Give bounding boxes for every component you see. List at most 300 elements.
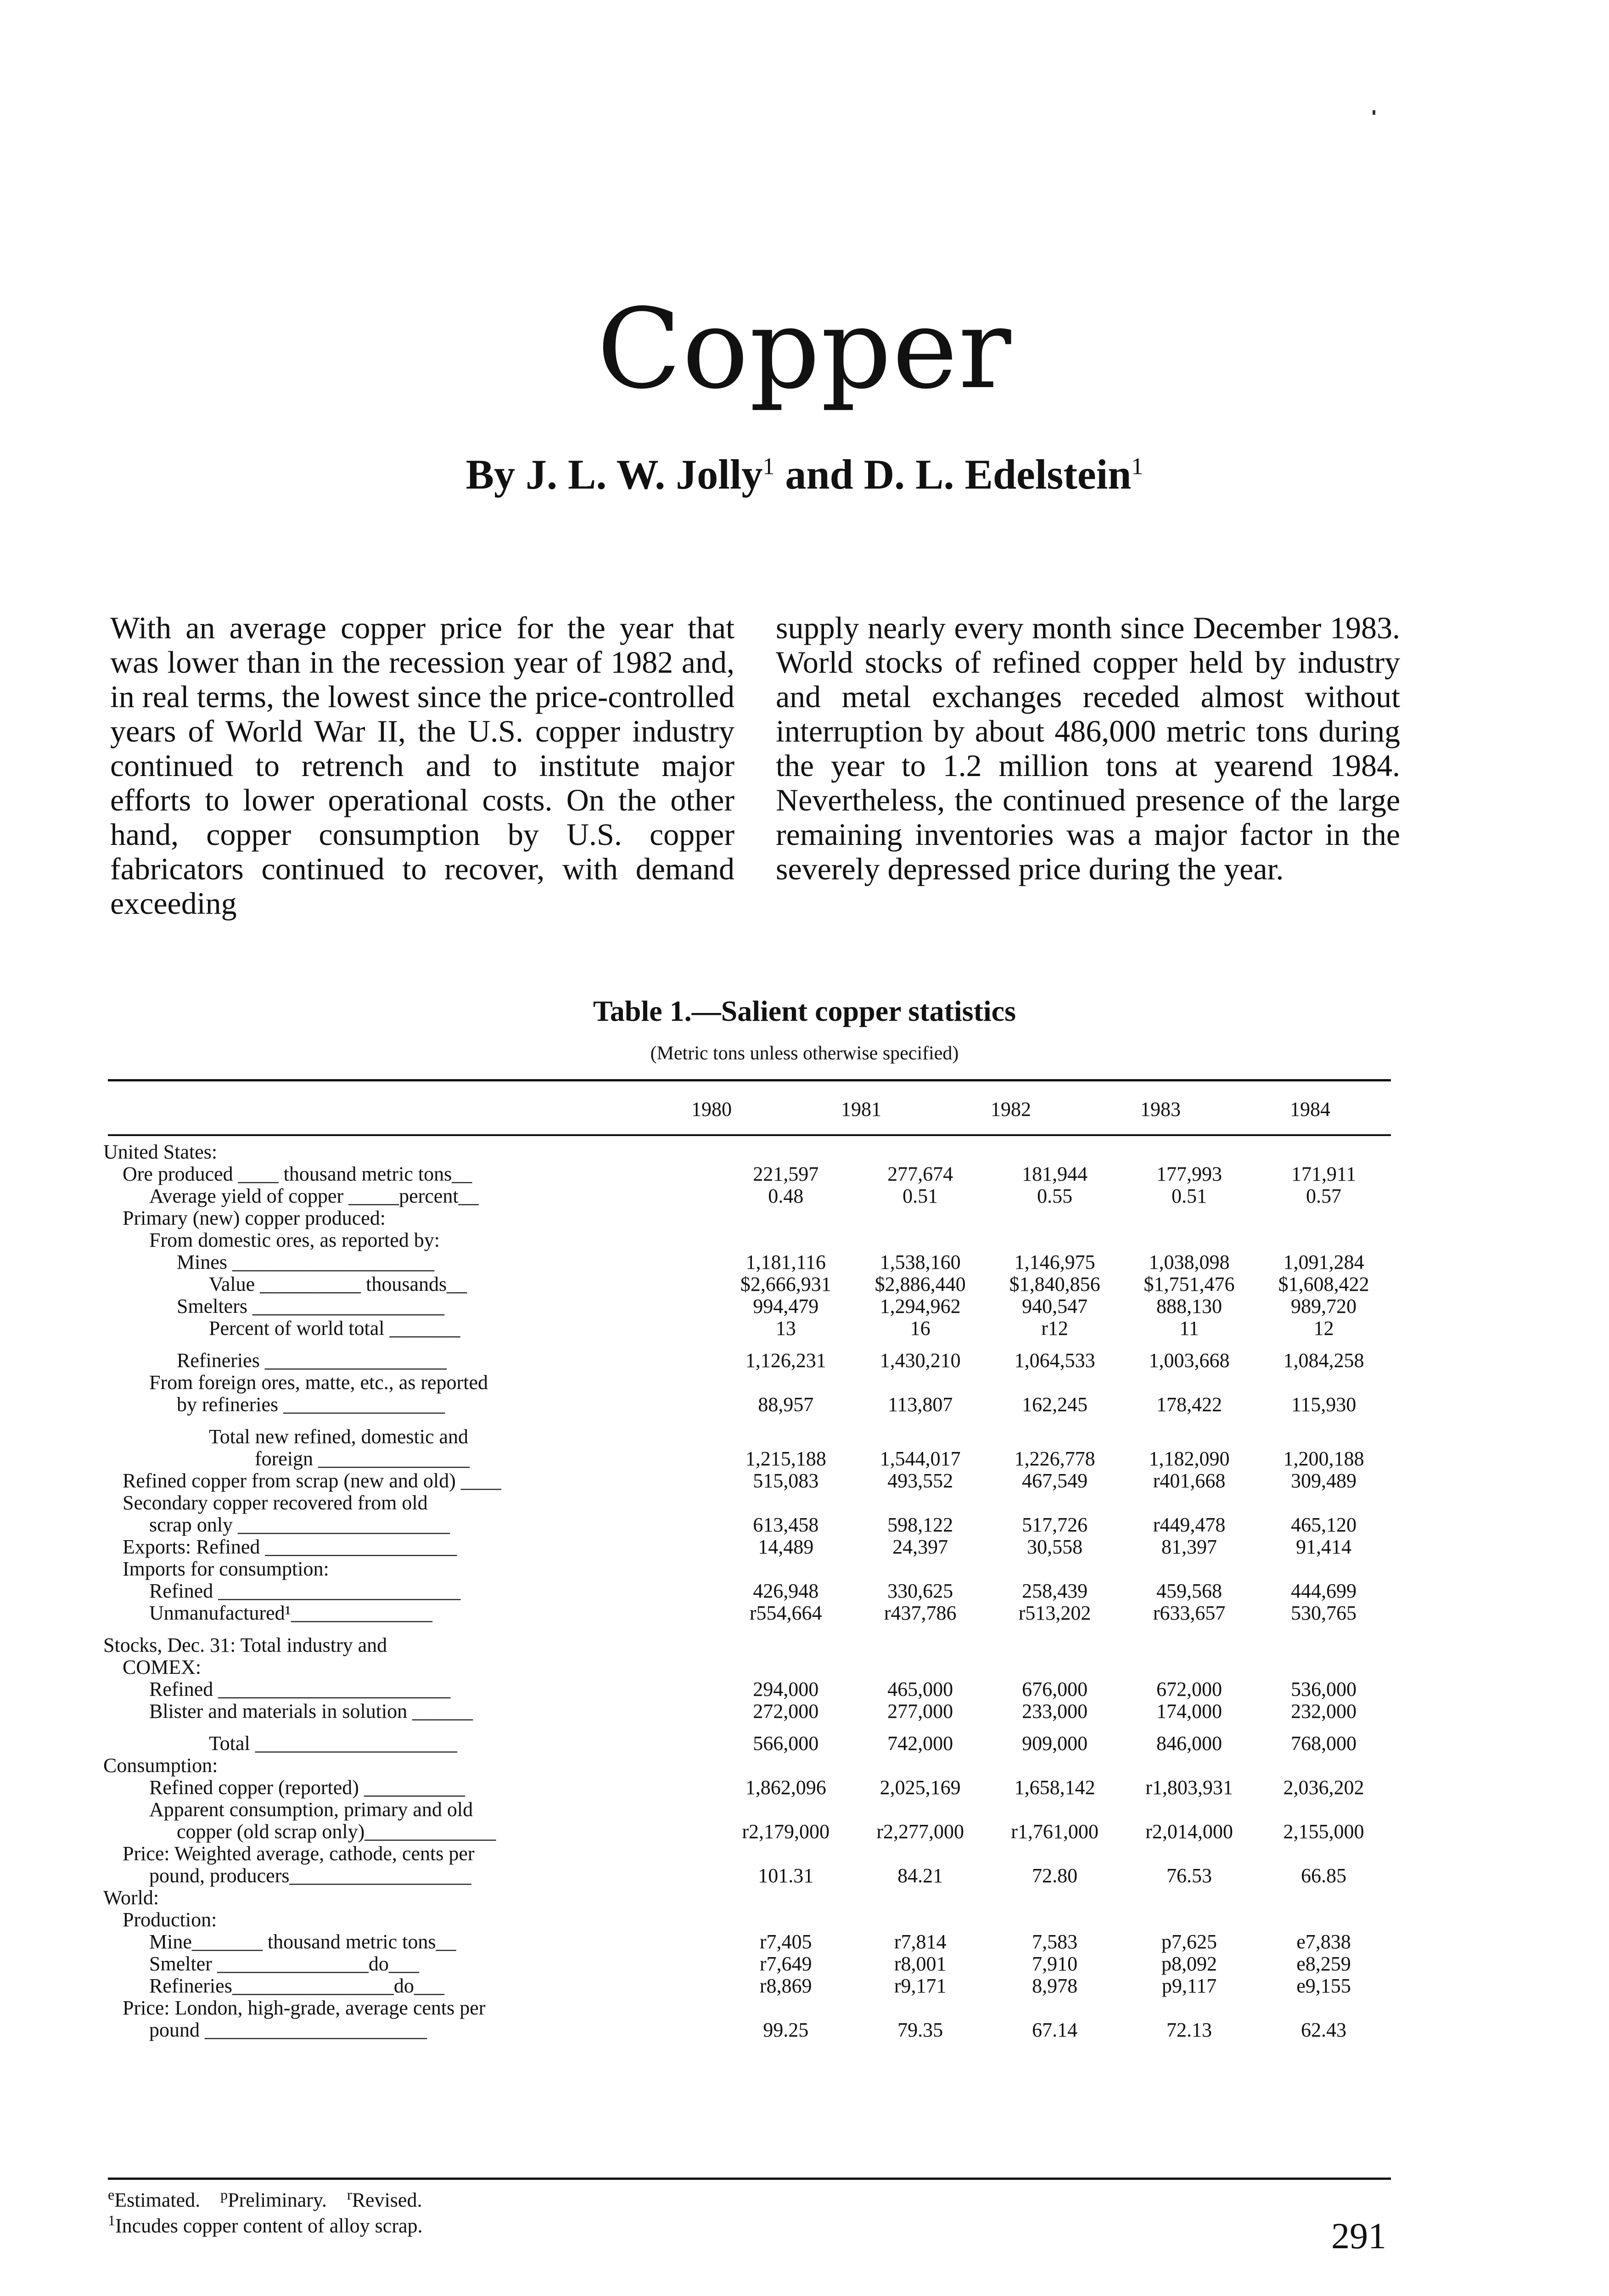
row-label: World: [103, 1886, 159, 1909]
cell-1980: 1,215,188 [745, 1447, 826, 1470]
cell-1980: 221,597 [753, 1163, 819, 1185]
row-label: Exports: Refined ___________________ [123, 1536, 457, 1558]
cell-1982 [987, 1141, 1122, 1163]
footnote-1-text: Incudes copper content of alloy scrap. [115, 2214, 423, 2237]
cell-1981: 84.21 [897, 1864, 943, 1887]
row-label: Refined ________________________ [149, 1580, 461, 1602]
row-label: Ore produced ____ thousand metric tons__ [123, 1163, 472, 1185]
row-label: pound ______________________ [149, 2019, 427, 2041]
cell-1983: 178,422 [1156, 1393, 1222, 1416]
cell-1981: 742,000 [887, 1732, 953, 1755]
footnote-mark-r: r [347, 2186, 352, 2203]
cell-1981: 598,122 [887, 1514, 953, 1536]
table-row [103, 1755, 1391, 1777]
row-label: Price: London, high-grade, average cents per [123, 1997, 486, 2019]
cell-1983: 888,130 [1156, 1295, 1222, 1317]
row-label: Mine_______ thousand metric tons__ [149, 1930, 456, 1953]
cell-1982: r12 [1041, 1317, 1068, 1339]
salient-statistics-table [103, 1141, 1391, 2041]
cell-1984: 1,084,258 [1283, 1349, 1364, 1372]
footnote-1 [108, 2208, 423, 2239]
cell-1983 [1122, 1141, 1256, 1163]
table-row [103, 1492, 1391, 1514]
cell-1982: 8,978 [1032, 1975, 1078, 1997]
cell-1982: $1,840,856 [1009, 1273, 1100, 1295]
cell-1982: 7,583 [1032, 1930, 1078, 1953]
cell-1983: p8,092 [1161, 1953, 1217, 1975]
cell-1981: r8,001 [894, 1953, 947, 1975]
cell-1981 [853, 1372, 987, 1394]
row-label: Primary (new) copper produced: [123, 1207, 386, 1229]
row-label: Value __________ thousands__ [209, 1273, 467, 1295]
cell-1983: 459,568 [1156, 1580, 1222, 1602]
cell-1981: 16 [910, 1317, 931, 1339]
cell-1984: 1,200,188 [1283, 1447, 1364, 1470]
cell-1982: 909,000 [1022, 1732, 1088, 1755]
cell-1980 [718, 1656, 853, 1678]
cell-1981: r7,814 [894, 1930, 947, 1953]
table-row [103, 1602, 1391, 1624]
row-label: Average yield of copper _____percent__ [149, 1185, 479, 1207]
cell-1984 [1256, 1624, 1391, 1656]
cell-1984: 2,155,000 [1283, 1820, 1364, 1843]
cell-1984: 2,036,202 [1283, 1776, 1364, 1799]
cell-1982: 1,226,778 [1014, 1447, 1095, 1470]
table-subcaption: (Metric tons unless otherwise specified) [650, 1043, 959, 1064]
cell-1982: 258,439 [1022, 1580, 1088, 1602]
cell-1983 [1122, 1887, 1256, 1909]
cell-1984: 12 [1313, 1317, 1334, 1339]
cell-1983 [1122, 1372, 1256, 1394]
cell-1980: 994,479 [753, 1295, 819, 1317]
cell-1980: $2,666,931 [740, 1273, 831, 1295]
row-label: Mines ____________________ [177, 1251, 434, 1273]
table-row [103, 1799, 1391, 1821]
cell-1983 [1122, 1558, 1256, 1580]
cell-1980: r7,405 [759, 1930, 812, 1953]
cell-1983 [1122, 1997, 1256, 2019]
table-caption: Table 1.—Salient copper statistics [593, 995, 1016, 1027]
cell-1983 [1122, 1229, 1256, 1251]
cell-1984 [1256, 1141, 1391, 1163]
cell-1984: $1,608,422 [1278, 1273, 1369, 1295]
row-label: pound, producers__________________ [149, 1864, 471, 1887]
cell-1981 [853, 1656, 987, 1678]
table-row [103, 1141, 1391, 1163]
cell-1983 [1122, 1755, 1256, 1777]
cell-1982 [987, 1229, 1122, 1251]
cell-1982 [987, 1416, 1122, 1448]
row-label: Stocks, Dec. 31: Total industry and [103, 1634, 387, 1656]
intro-column-left: With an average copper price for the year that was lower than in the recession year of 1982 and, in real terms, the lowest since the price-controlled years of World War II, the U.S. copper industry continued to retrench and to institute major efforts to lower operational costs. On the other hand, copper consumption by U.S. copper fabricators continued to recover, with demand exceeding [110, 610, 734, 921]
table-row [103, 1700, 1391, 1722]
cell-1980: 515,083 [753, 1469, 819, 1492]
row-label: Unmanufactured¹______________ [149, 1602, 432, 1624]
table-row [103, 1887, 1391, 1909]
table-row [103, 1821, 1391, 1843]
table-row [103, 1865, 1391, 1887]
table-body [103, 1141, 1391, 2041]
cell-1981: r9,171 [894, 1975, 947, 1997]
page-number: 291 [1331, 2216, 1386, 2257]
cell-1981 [853, 1229, 987, 1251]
row-label: COMEX: [123, 1656, 202, 1678]
cell-1980: 14,489 [758, 1536, 814, 1558]
cell-1984 [1256, 1416, 1391, 1448]
table-row [103, 1514, 1391, 1536]
author-1-footnote-mark: 1 [762, 453, 775, 480]
cell-1981 [853, 1141, 987, 1163]
cell-1980 [718, 1843, 853, 1865]
row-label: Refined copper from scrap (new and old) ____ [123, 1469, 501, 1492]
table-row [103, 1339, 1391, 1372]
cell-1984: 0.57 [1306, 1185, 1342, 1207]
cell-1982: 0.55 [1037, 1185, 1073, 1207]
cell-1981: 493,552 [887, 1469, 953, 1492]
cell-1983: $1,751,476 [1144, 1273, 1235, 1295]
year-header-1982: 1982 [991, 1098, 1031, 1120]
cell-1980 [718, 1558, 853, 1580]
row-label: scrap only _____________________ [149, 1514, 450, 1536]
cell-1983: p9,117 [1161, 1975, 1217, 1997]
cell-1982: 7,910 [1032, 1953, 1078, 1975]
cell-1980: 13 [775, 1317, 796, 1339]
footnote-mark-p: p [220, 2186, 228, 2203]
row-label: Refined _______________________ [149, 1678, 451, 1700]
cell-1982: 181,944 [1022, 1163, 1088, 1185]
cell-1980: 272,000 [753, 1700, 819, 1722]
cell-1981 [853, 1997, 987, 2019]
row-label: From foreign ores, matte, etc., as reported [149, 1371, 488, 1394]
cell-1982 [987, 1909, 1122, 1931]
cell-1981: 2,025,169 [880, 1776, 961, 1799]
cell-1984 [1256, 1755, 1391, 1777]
cell-1982 [987, 1799, 1122, 1821]
table-row [103, 1229, 1391, 1251]
row-label: Refined copper (reported) __________ [149, 1776, 465, 1799]
cell-1980 [718, 1997, 853, 2019]
byline-conjunction: and [774, 451, 864, 498]
cell-1983: 846,000 [1156, 1732, 1222, 1755]
cell-1984 [1256, 1843, 1391, 1865]
cell-1982: 467,549 [1022, 1469, 1088, 1492]
cell-1981: 465,000 [887, 1678, 953, 1700]
cell-1980: r2,179,000 [742, 1820, 830, 1843]
table-row [103, 1558, 1391, 1580]
row-label: Smelters ___________________ [177, 1295, 444, 1317]
cell-1983 [1122, 1843, 1256, 1865]
cell-1980: 1,181,116 [746, 1251, 826, 1273]
row-label: Imports for consumption: [123, 1558, 329, 1580]
cell-1980 [718, 1799, 853, 1821]
cell-1983: 76.53 [1166, 1864, 1212, 1887]
row-label: copper (old scrap only)_____________ [177, 1820, 496, 1843]
cell-1980: 613,458 [753, 1514, 819, 1536]
cell-1983: 174,000 [1156, 1700, 1222, 1722]
table-row [103, 1997, 1391, 2019]
row-label: Apparent consumption, primary and old [149, 1798, 473, 1821]
author-1: J. L. W. Jolly [525, 451, 763, 498]
cell-1984: 768,000 [1291, 1732, 1357, 1755]
cell-1984 [1256, 1656, 1391, 1678]
cell-1983: r2,014,000 [1145, 1820, 1233, 1843]
table-row [103, 1953, 1391, 1975]
cell-1984: 66.85 [1301, 1864, 1347, 1887]
cell-1984 [1256, 1372, 1391, 1394]
row-label: Refineries __________________ [177, 1349, 447, 1372]
cell-1981 [853, 1755, 987, 1777]
cell-1982: 233,000 [1022, 1700, 1088, 1722]
footnote-1-mark: 1 [108, 2212, 115, 2228]
byline [0, 450, 1609, 499]
cell-1981: 277,674 [887, 1163, 953, 1185]
cell-1983: 11 [1179, 1317, 1199, 1339]
year-header-1983: 1983 [1140, 1098, 1181, 1120]
row-label: foreign _______________ [255, 1447, 470, 1470]
cell-1980: 426,948 [753, 1580, 819, 1602]
cell-1981: 1,544,017 [880, 1447, 961, 1470]
cell-1980 [718, 1372, 853, 1394]
table-row [103, 1536, 1391, 1558]
cell-1984 [1256, 1207, 1391, 1229]
cell-1981: 24,397 [892, 1536, 948, 1558]
table-row [103, 1416, 1391, 1448]
table-row [103, 1317, 1391, 1339]
cell-1981 [853, 1558, 987, 1580]
row-label: by refineries ________________ [177, 1393, 445, 1416]
cell-1982: 67.14 [1032, 2019, 1078, 2041]
cell-1982: 162,245 [1022, 1393, 1088, 1416]
author-2: D. L. Edelstein [863, 451, 1132, 498]
cell-1980 [718, 1229, 853, 1251]
cell-1982 [987, 1372, 1122, 1394]
cell-1984: 232,000 [1291, 1700, 1357, 1722]
cell-1984 [1256, 1229, 1391, 1251]
cell-1984: 309,489 [1291, 1469, 1357, 1492]
cell-1980: 294,000 [753, 1678, 819, 1700]
cell-1984 [1256, 1997, 1391, 2019]
cell-1980 [718, 1755, 853, 1777]
cell-1982 [987, 1887, 1122, 1909]
cell-1982: r1,761,000 [1011, 1820, 1099, 1843]
cell-1981 [853, 1843, 987, 1865]
row-label: Consumption: [103, 1754, 218, 1777]
year-header-1980: 1980 [691, 1098, 732, 1120]
table-row [103, 1975, 1391, 1997]
cell-1981: 277,000 [887, 1700, 953, 1722]
row-label: Total new refined, domestic and [209, 1425, 469, 1448]
year-header-1984: 1984 [1290, 1098, 1330, 1120]
cell-1981 [853, 1909, 987, 1931]
cell-1984: 91,414 [1296, 1536, 1352, 1558]
cell-1982 [987, 1207, 1122, 1229]
row-label: Blister and materials in solution ______ [149, 1700, 473, 1722]
table-row [103, 1909, 1391, 1931]
table-row [103, 1624, 1391, 1656]
cell-1980 [718, 1909, 853, 1931]
cell-1983: 81,397 [1161, 1536, 1217, 1558]
cell-1980: 1,862,096 [745, 1776, 826, 1799]
cell-1980: 88,957 [758, 1393, 814, 1416]
cell-1982: 1,658,142 [1014, 1776, 1095, 1799]
cell-1984: 530,765 [1291, 1602, 1357, 1624]
cell-1981: 330,625 [887, 1580, 953, 1602]
cell-1980: r554,664 [749, 1602, 822, 1624]
cell-1981: 0.51 [903, 1185, 938, 1207]
cell-1983 [1122, 1624, 1256, 1656]
cell-1982: 1,146,975 [1014, 1251, 1095, 1273]
table-row [103, 1843, 1391, 1865]
cell-1981: 1,430,210 [880, 1349, 961, 1372]
cell-1982 [987, 1755, 1122, 1777]
cell-1980 [718, 1207, 853, 1229]
row-label: United States: [103, 1141, 218, 1163]
cell-1981: 1,294,962 [880, 1295, 961, 1317]
cell-1981: r2,277,000 [876, 1820, 964, 1843]
cell-1981 [853, 1624, 987, 1656]
cell-1984: 1,091,284 [1283, 1251, 1364, 1273]
cell-1982: 1,064,533 [1014, 1349, 1095, 1372]
cell-1981: 1,538,160 [880, 1251, 961, 1273]
table-row [103, 1163, 1391, 1185]
cell-1980 [718, 1887, 853, 1909]
cell-1983: r1,803,931 [1145, 1776, 1233, 1799]
cell-1983 [1122, 1207, 1256, 1229]
cell-1982: 676,000 [1022, 1678, 1088, 1700]
cell-1981 [853, 1207, 987, 1229]
table-row [103, 1372, 1391, 1394]
cell-1982: r513,202 [1018, 1602, 1091, 1624]
cell-1984: e9,155 [1296, 1975, 1351, 1997]
row-label: Price: Weighted average, cathode, cents per [123, 1842, 475, 1865]
cell-1982 [987, 1624, 1122, 1656]
cell-1981: 79.35 [897, 2019, 943, 2041]
cell-1981 [853, 1416, 987, 1448]
row-label: Secondary copper recovered from old [123, 1491, 428, 1514]
cell-1983: p7,625 [1161, 1930, 1217, 1953]
row-label: Total ____________________ [209, 1732, 457, 1755]
cell-1983: 72.13 [1166, 2019, 1212, 2041]
cell-1984: e7,838 [1296, 1930, 1351, 1953]
intro-text [110, 611, 1400, 921]
table-row [103, 1722, 1391, 1755]
cell-1981: $2,886,440 [875, 1273, 966, 1295]
cell-1983 [1122, 1909, 1256, 1931]
cell-1983 [1122, 1416, 1256, 1448]
cell-1984 [1256, 1887, 1391, 1909]
footnote-revised: Revised. [352, 2189, 422, 2212]
table-row [103, 1207, 1391, 1229]
cell-1982 [987, 1656, 1122, 1678]
row-label: Percent of world total _______ [209, 1317, 460, 1339]
cell-1980 [718, 1492, 853, 1514]
cell-1983: 1,182,090 [1149, 1447, 1230, 1470]
table-top-rule [108, 1079, 1391, 1081]
cell-1982 [987, 1997, 1122, 2019]
row-label: From domestic ores, as reported by: [149, 1229, 440, 1251]
cell-1981: r437,786 [884, 1602, 957, 1624]
author-2-footnote-mark: 1 [1131, 453, 1144, 480]
table-row [103, 1185, 1391, 1207]
table-row [103, 1580, 1391, 1602]
year-header-1981: 1981 [841, 1098, 881, 1120]
cell-1982 [987, 1843, 1122, 1865]
cell-1984: 989,720 [1291, 1295, 1357, 1317]
cell-1983: 1,003,668 [1149, 1349, 1230, 1372]
cell-1983 [1122, 1656, 1256, 1678]
table-row [103, 2019, 1391, 2041]
cell-1982 [987, 1558, 1122, 1580]
cell-1984: 62.43 [1301, 2019, 1347, 2041]
cell-1982: 30,558 [1027, 1536, 1083, 1558]
cell-1980: 0.48 [768, 1185, 804, 1207]
footnote-preliminary: Preliminary. [228, 2189, 327, 2212]
table-row [103, 1678, 1391, 1700]
table-header-rule [108, 1134, 1391, 1136]
cell-1982: 940,547 [1022, 1295, 1088, 1317]
cell-1983 [1122, 1799, 1256, 1821]
cell-1980: 566,000 [753, 1732, 819, 1755]
cell-1982: 72.80 [1032, 1864, 1078, 1887]
table-row [103, 1470, 1391, 1492]
table-row [103, 1273, 1391, 1295]
table-row [103, 1777, 1391, 1799]
cell-1984 [1256, 1799, 1391, 1821]
cell-1983: 672,000 [1156, 1678, 1222, 1700]
cell-1980: 101.31 [758, 1864, 814, 1887]
cell-1984 [1256, 1558, 1391, 1580]
table-row [103, 1931, 1391, 1953]
cell-1980 [718, 1416, 853, 1448]
row-label: Smelter _______________do___ [149, 1953, 419, 1975]
cell-1983: r633,657 [1153, 1602, 1226, 1624]
table-row [103, 1251, 1391, 1273]
page-title: Copper [597, 285, 1012, 413]
cell-1983 [1122, 1492, 1256, 1514]
cell-1984: 444,699 [1291, 1580, 1357, 1602]
intro-column-right: supply nearly every month since December 1983. World stocks of refined copper held by industry and metal exchanges receded almost without interruption by about 486,000 metric tons during the year to 1.2 million tons at yearend 1984. Nevertheless, the continued presence of the large remaining inventories was a major factor in the severely depressed price during the year. [776, 610, 1400, 886]
footnote-estimated: Estimated. [114, 2189, 201, 2212]
cell-1981 [853, 1799, 987, 1821]
cell-1980: 99.25 [763, 2019, 809, 2041]
cell-1981 [853, 1492, 987, 1514]
cell-1983: r449,478 [1153, 1514, 1226, 1536]
cell-1984: e8,259 [1296, 1953, 1351, 1975]
cell-1980 [718, 1624, 853, 1656]
cell-1983: r401,668 [1153, 1469, 1226, 1492]
row-label: Production: [123, 1908, 217, 1931]
table-row [103, 1448, 1391, 1470]
footnote-mark-e: e [108, 2186, 115, 2203]
cell-1984: 536,000 [1291, 1678, 1357, 1700]
cell-1984: 115,930 [1291, 1393, 1357, 1416]
cell-1982 [987, 1492, 1122, 1514]
cell-1981: 113,807 [887, 1393, 953, 1416]
cell-1983: 1,038,098 [1149, 1251, 1230, 1273]
cell-1982: 517,726 [1022, 1514, 1088, 1536]
table-row [103, 1656, 1391, 1678]
table-row [103, 1394, 1391, 1416]
cell-1980: r7,649 [759, 1953, 812, 1975]
scan-speck [1373, 110, 1375, 115]
cell-1980: r8,869 [759, 1975, 812, 1997]
table-bottom-rule [108, 2178, 1391, 2180]
cell-1983: 177,993 [1156, 1163, 1222, 1185]
cell-1980: 1,126,231 [745, 1349, 826, 1372]
cell-1984: 171,911 [1291, 1163, 1357, 1185]
table-row [103, 1295, 1391, 1317]
cell-1983: 0.51 [1172, 1185, 1207, 1207]
